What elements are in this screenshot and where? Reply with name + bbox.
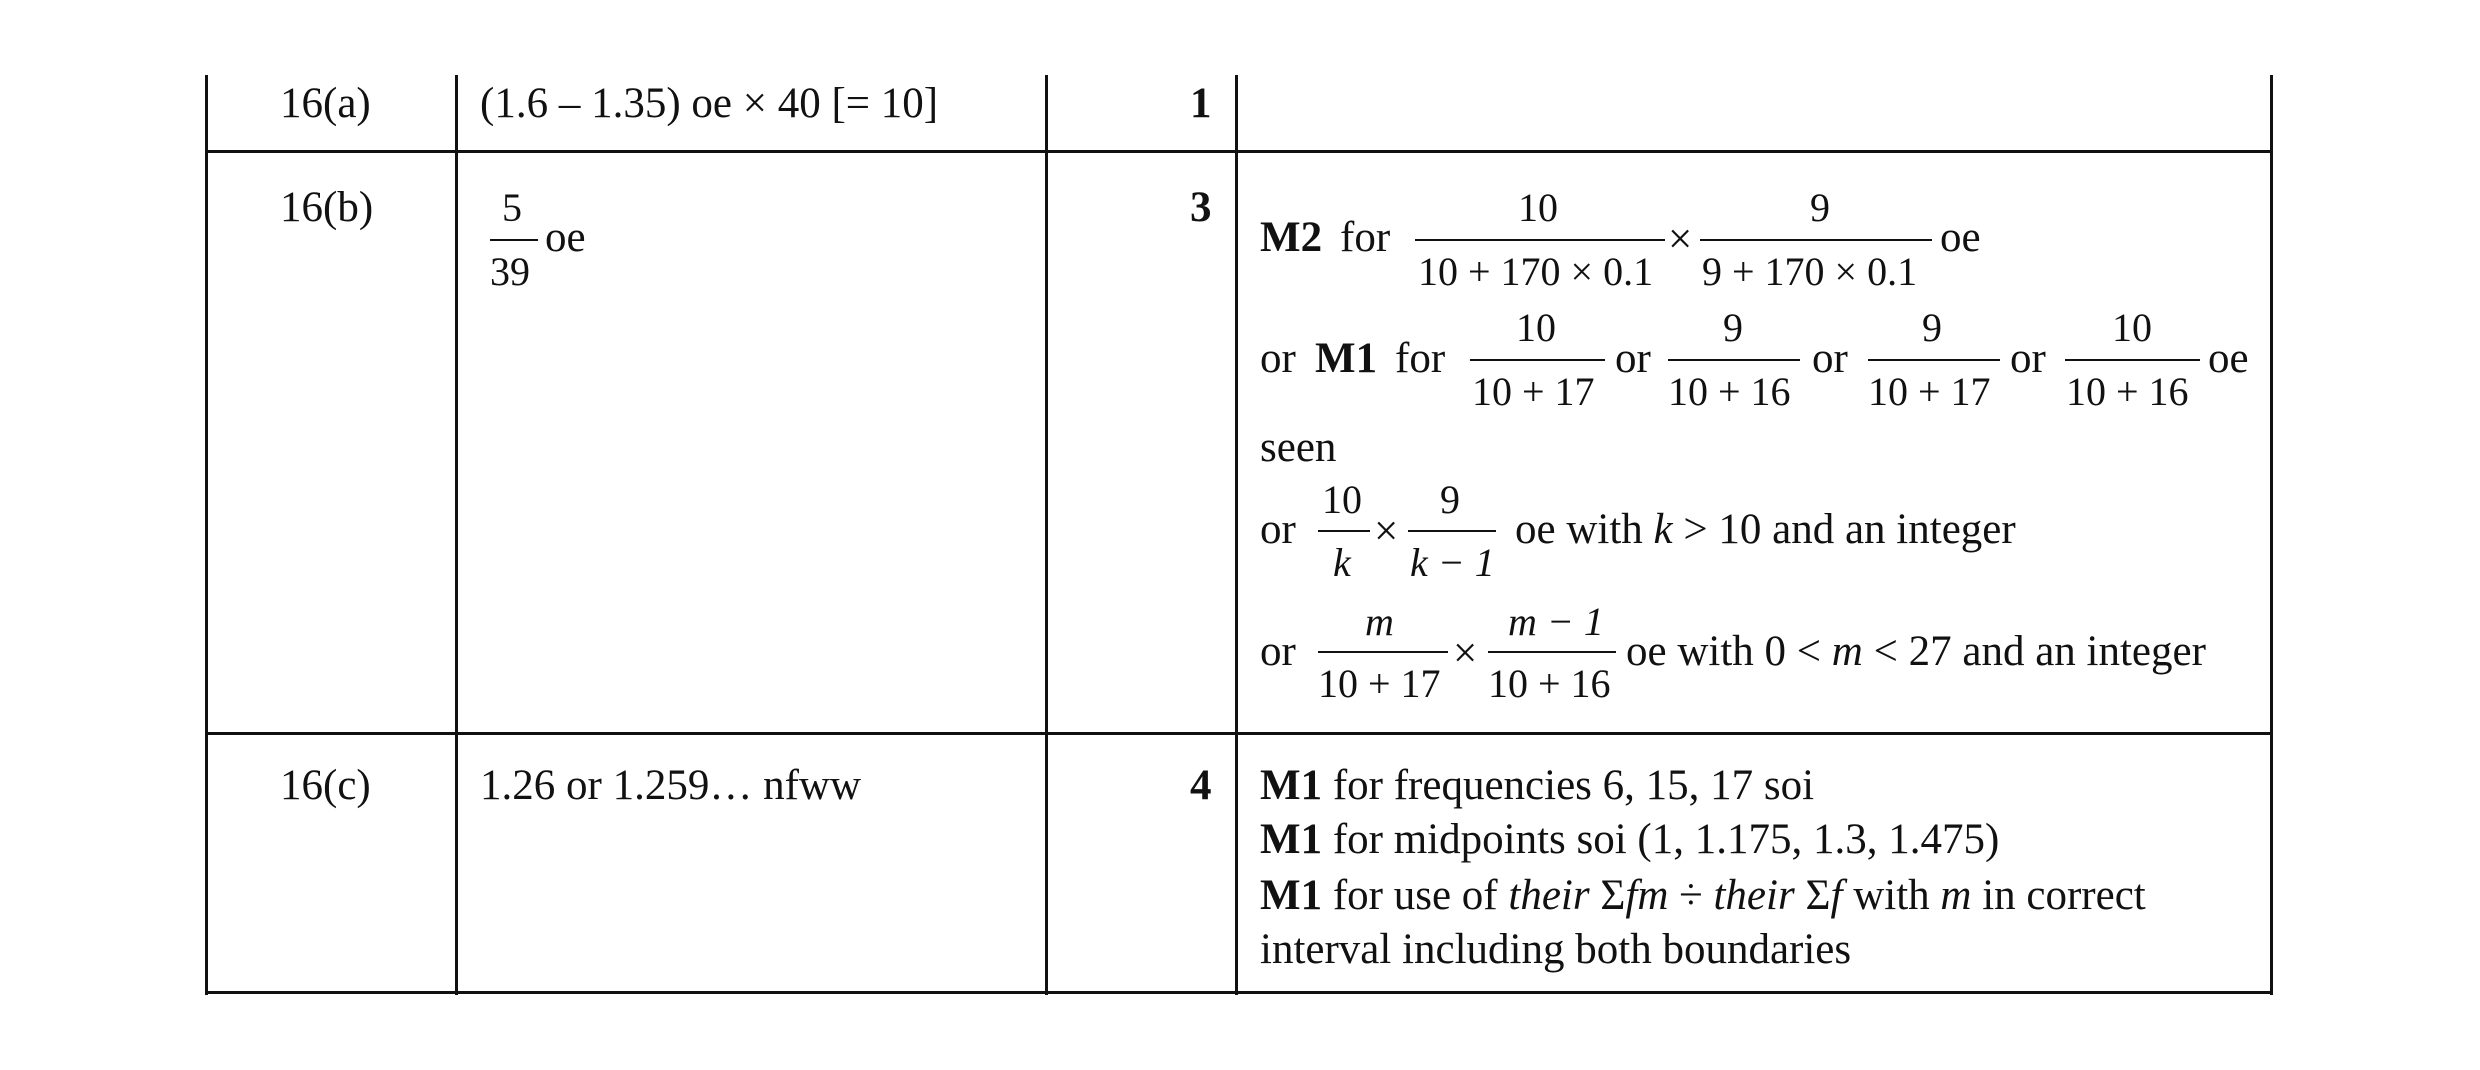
fraction-denominator: 10 + 17 xyxy=(1472,369,1595,414)
fraction-denominator: 9 + 170 × 0.1 xyxy=(1702,249,1918,294)
fraction-numerator: 5 xyxy=(502,185,522,230)
times-sign: × xyxy=(1374,508,1399,555)
fraction-numerator: 9 xyxy=(1723,305,1743,350)
fraction-numerator: 10 xyxy=(1516,305,1556,350)
fraction-numerator: 9 xyxy=(1922,305,1942,350)
fraction-bar xyxy=(1470,359,1605,361)
guidance-text: oe with 0 < m < 27 and an integer xyxy=(1626,628,2206,675)
fraction-bar xyxy=(1700,239,1932,241)
guidance-line: M1 for midpoints soi (1, 1.175, 1.3, 1.475) xyxy=(1260,816,2000,863)
fraction-denominator: 10 + 16 xyxy=(1668,369,1791,414)
fraction-denominator: 10 + 16 xyxy=(1488,661,1611,706)
fraction-bar xyxy=(1408,530,1496,532)
column-divider-2 xyxy=(1045,75,1048,995)
guidance-text: for xyxy=(1340,214,1391,261)
table-bottom-border xyxy=(205,991,2273,994)
fraction-numerator: 9 xyxy=(1810,185,1830,230)
row-divider-2 xyxy=(205,732,2273,735)
fraction-bar xyxy=(2065,359,2200,361)
table-right-border xyxy=(2270,75,2273,995)
answer-suffix: oe xyxy=(545,214,586,261)
fraction-numerator: 10 xyxy=(2112,305,2152,350)
question-number: 16(b) xyxy=(280,184,374,231)
column-divider-3 xyxy=(1235,75,1238,995)
answer-text: (1.6 – 1.35) oe × 40 [= 10] xyxy=(480,80,939,127)
guidance-text: seen xyxy=(1260,424,1337,471)
guidance-text: or xyxy=(1615,335,1651,382)
fraction-denominator: 10 + 17 xyxy=(1318,661,1441,706)
guidance-text: for xyxy=(1395,335,1446,382)
fraction-bar xyxy=(1415,239,1665,241)
fraction-denominator: k − 1 xyxy=(1410,540,1495,585)
guidance-text: oe with k > 10 and an integer xyxy=(1515,506,2016,553)
fraction-numerator: 9 xyxy=(1440,477,1460,522)
column-divider-1 xyxy=(455,75,458,995)
fraction-bar xyxy=(1668,359,1800,361)
fraction-denominator: 39 xyxy=(490,249,530,294)
guidance-text: or xyxy=(1260,335,1296,382)
question-number: 16(c) xyxy=(280,762,371,809)
fraction-bar xyxy=(490,239,538,241)
times-sign: × xyxy=(1453,630,1478,677)
marks-value: 4 xyxy=(1190,762,1212,809)
fraction-numerator: 10 xyxy=(1322,477,1362,522)
guidance-text: oe xyxy=(2208,335,2249,382)
guidance-line: interval including both boundaries xyxy=(1260,926,1852,973)
fraction-bar xyxy=(1318,530,1370,532)
mark-label: M2 xyxy=(1260,214,1323,261)
guidance-line: M1 for frequencies 6, 15, 17 soi xyxy=(1260,762,1815,809)
guidance-line: M1 for use of their Σfm ÷ their Σf with m in correct xyxy=(1260,872,2146,919)
guidance-text: or xyxy=(2010,335,2046,382)
marks-value: 1 xyxy=(1190,80,1212,127)
guidance-text: or xyxy=(1260,628,1296,675)
fraction-denominator: 10 + 17 xyxy=(1868,369,1991,414)
table-left-border xyxy=(205,75,208,995)
fraction-bar xyxy=(1488,651,1616,653)
fraction-bar xyxy=(1868,359,2000,361)
fraction-denominator: 10 + 16 xyxy=(2066,369,2189,414)
fraction-bar xyxy=(1318,651,1448,653)
fraction-denominator: 10 + 170 × 0.1 xyxy=(1418,249,1654,294)
fraction-denominator: k xyxy=(1333,540,1351,585)
mark-label: M1 xyxy=(1315,335,1378,382)
fraction-numerator: m xyxy=(1365,599,1394,644)
times-sign: × xyxy=(1668,216,1693,263)
row-divider-1 xyxy=(205,150,2273,153)
marks-value: 3 xyxy=(1190,184,1212,231)
fraction-numerator: m − 1 xyxy=(1508,599,1604,644)
guidance-text: or xyxy=(1812,335,1848,382)
fraction-numerator: 10 xyxy=(1518,185,1558,230)
question-number: 16(a) xyxy=(280,80,371,127)
answer-text: 1.26 or 1.259… nfww xyxy=(480,762,861,809)
guidance-text: oe xyxy=(1940,214,1981,261)
guidance-text: or xyxy=(1260,506,1296,553)
